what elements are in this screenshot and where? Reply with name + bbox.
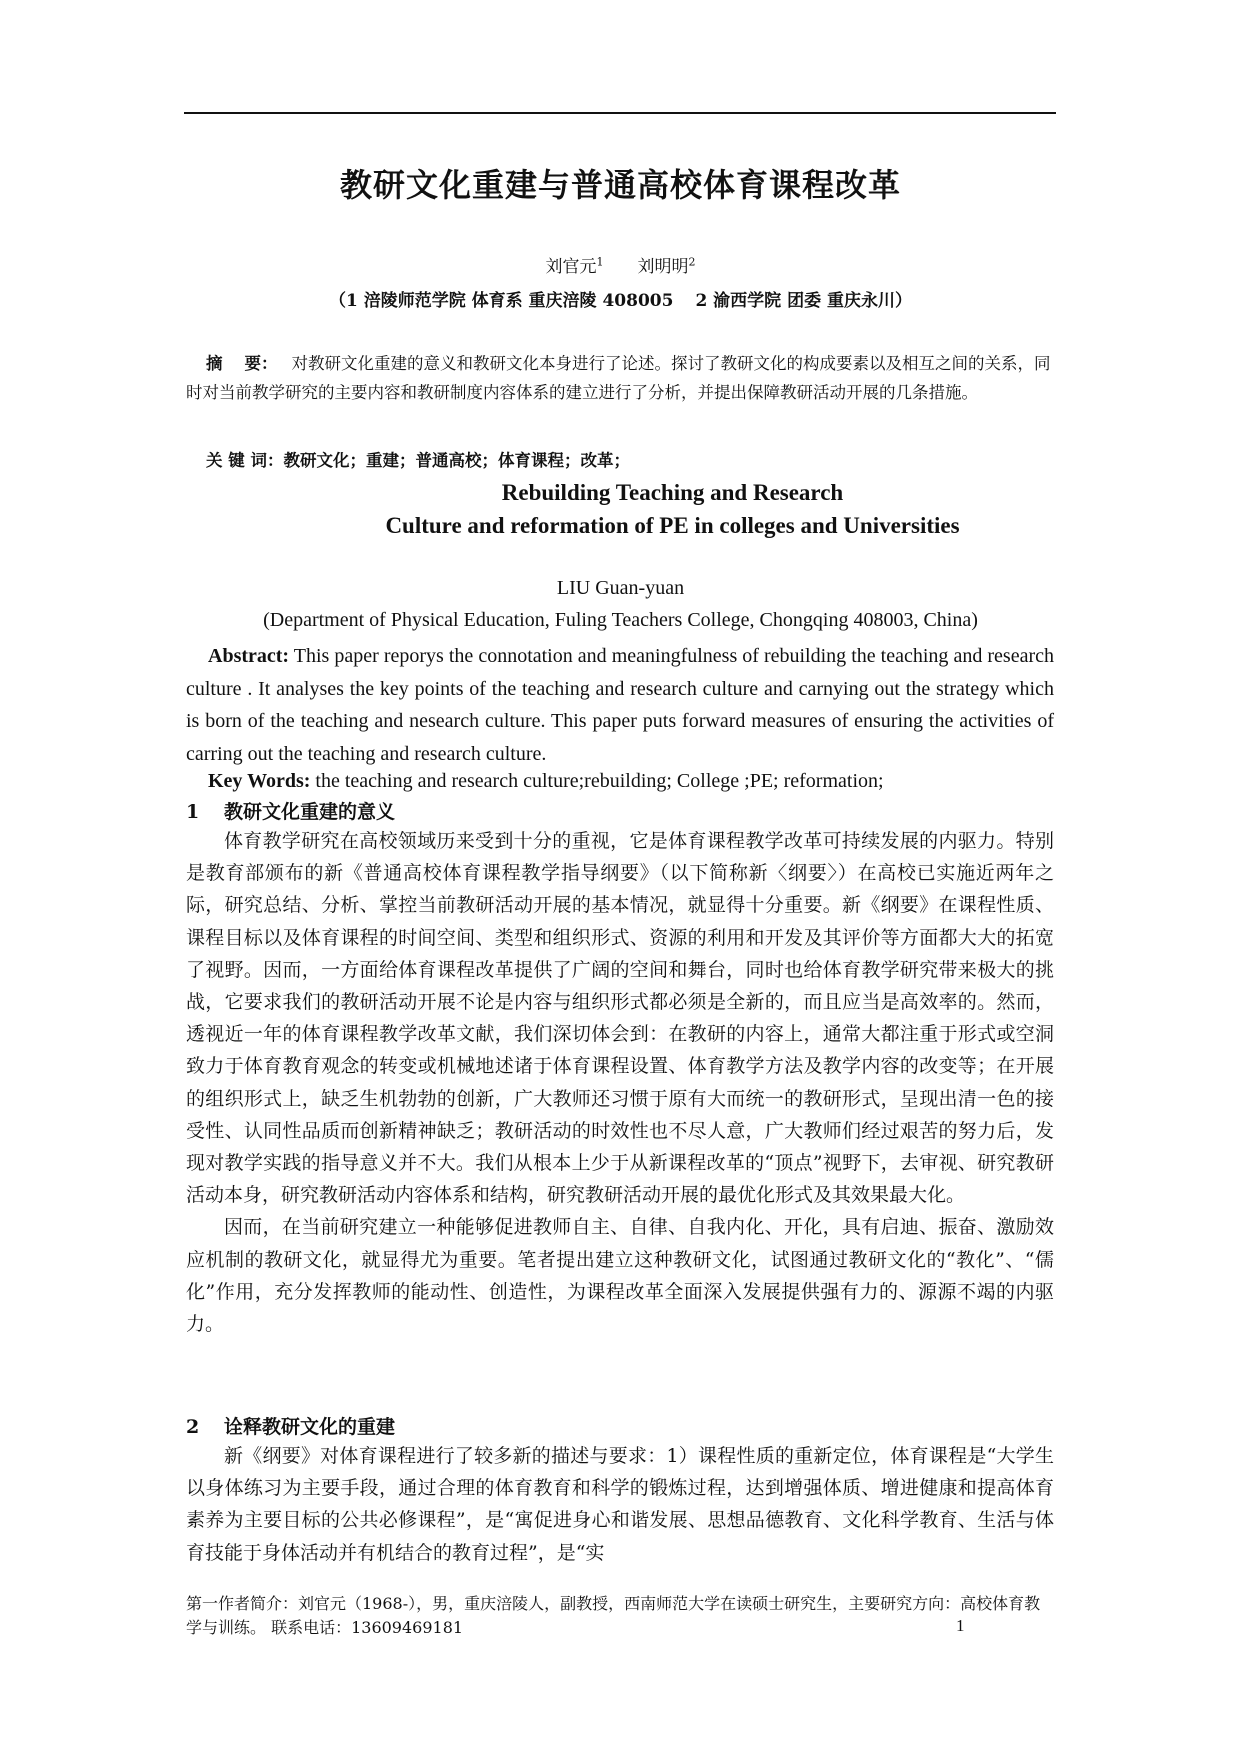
section-2-heading — [186, 1412, 395, 1439]
abstract-en-label: Abstract: — [208, 645, 290, 667]
abstract-en-text: This paper reporys the connotation and meaningfulness of rebuilding the teaching and research culture . It analyses the key points of the teaching and research culture and carnying out the strategy which is born of the teaching and nesearch culture. This paper puts forward measures of ensuring the activities of carring out the teaching and research culture. — [186, 645, 1054, 765]
keywords-cn-label: 关 键 词： — [206, 451, 284, 470]
author-name: 刘明明 — [637, 257, 689, 277]
header-rule — [184, 112, 1056, 114]
english-author: LIU Guan-yuan — [556, 577, 685, 599]
paragraph: 新《纲要》对体育课程进行了较多新的描述与要求：1）课程性质的重新定位，体育课程是“大学生以身体练习为主要手段，通过合理的体育教育和科学的锻炼过程，达到增强体质、增进健康和提高体育素养为主要目标的公共必修课程”，是“寓促进身心和谐发展、思想品德教育、文化科学教育、生活与体育技能于身体活动并有机结合的教育过程”，是“实 — [186, 1445, 1054, 1564]
affiliation-line — [0, 286, 1241, 311]
paragraph: 体育教学研究在高校领域历来受到十分的重视，它是体育课程教学改革可持续发展的内驱力。特别是教育部颁布的新《普通高校体育课程教学指导纲要》（以下简称新〈纲要〉）在高校已实施近两年之际，研究总结、分析、掌控当前教研活动开展的基本情况，就显得十分重要。新《纲要》在课程性质、课程目标以及体育课程的时间空间、类型和组织形式、资源的利用和开发及其评价等方面都大大的拓宽了视野。因而，一方面给体育课程改革提供了广阔的空间和舞台，同时也给体育教学研究带来极大的挑战，它要求我们的教研活动开展不论是内容与组织形式都必须是全新的，而且应当是高效率的。然而，透视近一年的体育课程教学改革文献，我们深切体会到：在教研的内容上，通常大都注重于形式或空洞致力于体育教育观念的转变或机械地述诸于体育课程设置、体育教学方法及教学内容的改变等；在开展的组织形式上，缺乏生机勃勃的创新，广大教师还习惯于原有大而统一的教研形式，呈现出清一色的接受性、认同性品质而创新精神缺乏；教研活动的时效性也不尽人意，广大教师们经过艰苦的努力后，发现对教学实践的指导意义并不大。我们从根本上少于从新课程改革的“顶点”视野下，去审视、研究教研活动本身，研究教研活动内容体系和结构，研究教研活动开展的最优化形式及其效果最大化。 — [186, 830, 1054, 1207]
author-affil-mark: 2 — [688, 255, 696, 269]
abstract-en — [186, 640, 1054, 770]
keywords-en — [208, 770, 884, 793]
abstract-cn — [186, 349, 1054, 407]
abstract-cn-text: 对教研文化重建的意义和教研文化本身进行了论述。探讨了教研文化的构成要素以及相互之间的关系，同时对当前教学研究的主要内容和教研制度内容体系的建立进行了分析，并提出保障教研活动开展的几条措施。 — [186, 354, 1051, 402]
section-1-body — [186, 825, 1054, 1340]
keywords-en-text: the teaching and research culture;rebuilding; College ;PE; reformation; — [310, 770, 884, 792]
footnote: 第一作者简介：刘官元（1968-），男，重庆涪陵人，副教授，西南师范大学在读硕士研究生，主要研究方向：高校体育教学与训练。 联系电话：13609469181 — [186, 1594, 1041, 1637]
section-2-body — [186, 1440, 1054, 1569]
page-number: 1 — [956, 1616, 965, 1635]
paper-title: 教研文化重建与普通高校体育课程改革 — [339, 166, 901, 204]
author-name: 刘官元 — [545, 257, 597, 277]
affiliation-1: （1 涪陵师范学院 体育系 重庆涪陵 408005 — [328, 291, 674, 311]
english-title — [0, 476, 1241, 542]
section-number: 1 — [186, 801, 200, 823]
english-affiliation: (Department of Physical Education, Fuling Teachers College, Chongqing 408003, China) — [263, 609, 978, 631]
author-line — [0, 252, 1241, 277]
paragraph: 因而，在当前研究建立一种能够促进教师自主、自律、自我内化、开化，具有启迪、振奋、激励效应机制的教研文化，就显得尤为重要。笔者提出建立这种教研文化，试图通过教研文化的“教化”、“儒化”作用，充分发挥教师的能动性、创造性，为课程改革全面深入发展提供强有力的、源源不竭的内驱力。 — [186, 1216, 1054, 1336]
english-title-line-2: Culture and reformation of PE in colleges and Universities — [385, 513, 960, 538]
section-title: 诠释教研文化的重建 — [224, 1416, 396, 1438]
keywords-cn — [206, 447, 630, 471]
affiliation-2: 2 渝西学院 团委 重庆永川） — [695, 291, 913, 311]
keywords-cn-text: 教研文化；重建；普通高校；体育课程；改革； — [283, 451, 630, 470]
keywords-en-label: Key Words: — [208, 770, 311, 792]
author-affil-mark: 1 — [596, 255, 604, 269]
section-number: 2 — [186, 1416, 200, 1438]
abstract-cn-label: 摘 要： — [206, 354, 278, 373]
section-1-heading — [186, 797, 395, 824]
section-title: 教研文化重建的意义 — [224, 801, 396, 823]
english-title-line-1: Rebuilding Teaching and Research — [501, 480, 844, 505]
